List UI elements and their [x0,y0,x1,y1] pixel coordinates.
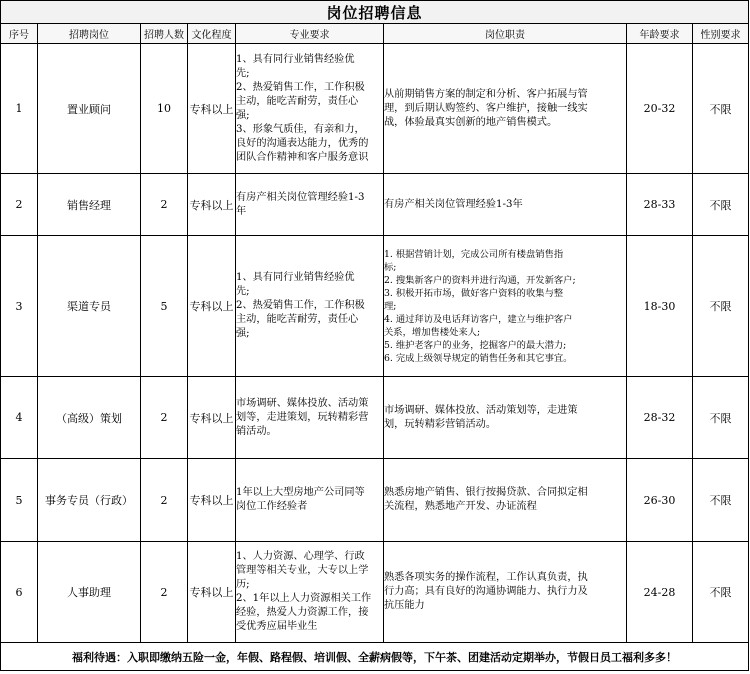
requirement-line: 历; [236,579,250,590]
gender-requirement: 不限 [693,542,749,643]
requirement-line: 划等，走进策划，玩转精彩营 [236,411,369,423]
duty-line: 有房产相关岗位管理经验1-3年 [384,198,523,210]
header-cell: 岗位职责 [384,24,627,44]
header-cell: 专业要求 [236,24,384,44]
duty-line: 标; [384,261,397,273]
row-number: 6 [1,542,38,643]
headcount: 2 [141,377,188,459]
table-row [1,377,749,459]
table-row [1,236,749,377]
requirement-line: 主动，能吃苦耐劳，责任心 [236,314,359,325]
requirement-line: 2、热爱销售工作，工作积极 [236,81,365,93]
duty-line: 行力高；具有良好的沟通协调能力、执行力及 [384,586,588,597]
table-row [1,174,749,236]
duties [384,174,627,236]
requirement-line: 1年以上大型房地产公司同等 [236,487,365,498]
header-cell: 文化程度 [188,24,236,44]
row-number: 2 [1,174,38,236]
duties [384,459,627,542]
duty-line: 2. 搜集新客户的资料并进行沟通，开发新客户; [384,274,576,286]
benefits-footer: 福利待遇：入职即缴纳五险一金，年假、路程假、培训假、全薪病假等，下午茶、团建活动定期举办，节假日员工福利多多！ [1,643,749,671]
requirement-line: 1、人力资源、心理学、行政 [236,551,365,562]
age-range: 18-30 [627,236,693,377]
duties [384,377,627,459]
duty-line: 战，体验最真实创新的地产销售模式。 [384,116,558,128]
headcount: 2 [141,542,188,643]
duty-line: 市场调研、媒体投放、活动策划等，走进策 [384,404,578,416]
education-level: 专科以上 [188,44,236,174]
duty-line: 5. 维护老客户的业务，挖掘客户的最大潜力; [384,339,567,351]
requirements [236,174,384,236]
duty-line: 理; [384,300,397,312]
age-range: 28-32 [627,377,693,459]
duties [384,44,627,174]
age-range: 20-32 [627,44,693,174]
duty-line: 4. 通过拜访及电话拜访客户，建立与维护客户 [384,313,573,325]
headcount: 5 [141,236,188,377]
header-cell: 性别要求 [693,24,749,44]
duties [384,236,627,377]
table-title: 岗位招聘信息 [1,1,749,24]
headcount: 10 [141,44,188,174]
requirement-line: 强; [236,328,250,339]
requirement-line: 先; [236,67,250,79]
duty-line: 关流程，熟悉地产开发、办证流程 [384,501,537,512]
requirement-line: 强; [236,109,250,121]
table-row [1,44,749,174]
gender-requirement: 不限 [693,174,749,236]
position-name: 渠道专员 [38,236,141,377]
header-row [1,24,749,44]
duty-line: 6. 完成上级领导规定的销售任务和其它事宜。 [384,352,573,364]
duty-line: 理，到后期认购签约、客户维护，接触一线实 [384,102,588,114]
duty-line: 关系，增加售楼处来人; [384,326,481,338]
requirement-line: 主动，能吃苦耐劳，责任心 [236,95,359,107]
table-row [1,459,749,542]
gender-requirement: 不限 [693,377,749,459]
table-row [1,542,749,643]
requirement-line: 有房产相关岗位管理经验1-3 [236,191,365,203]
row-number: 4 [1,377,38,459]
education-level: 专科以上 [188,236,236,377]
header-cell: 招聘岗位 [38,24,141,44]
requirements [236,459,384,542]
requirement-line: 团队合作精神和客户服务意识 [236,151,369,163]
requirements [236,236,384,377]
requirement-line: 1、具有同行业销售经验优 [236,53,355,65]
position-name: （高级）策划 [38,377,141,459]
duty-line: 3. 积极开拓市场，做好客户资料的收集与整 [384,287,564,299]
duties [384,542,627,643]
gender-requirement: 不限 [693,236,749,377]
education-level: 专科以上 [188,174,236,236]
requirement-line: 3、形象气质佳，有亲和力， [236,123,365,135]
age-range: 28-33 [627,174,693,236]
requirement-line: 管理等相关专业，大专以上学 [236,565,369,576]
header-cell: 年龄要求 [627,24,693,44]
requirement-line: 经验，热爱人力资源工作，接 [236,607,369,618]
header-cell: 招聘人数 [141,24,188,44]
requirement-line: 销活动。 [236,425,277,437]
duty-line: 从前期销售方案的制定和分析、客户拓展与管 [384,88,588,100]
position-name: 置业顾问 [38,44,141,174]
education-level: 专科以上 [188,459,236,542]
duty-line: 熟悉各项实务的操作流程，工作认真负责，执 [384,572,588,583]
requirements [236,542,384,643]
requirement-line: 岗位工作经验者 [236,501,308,512]
duty-line: 1. 根据营销计划，完成公司所有楼盘销售指 [384,248,564,260]
education-level: 专科以上 [188,542,236,643]
duty-line: 熟悉房地产销售、银行按揭贷款、合同拟定相 [384,487,588,498]
requirement-line: 2、热爱销售工作，工作积极 [236,300,365,311]
row-number: 1 [1,44,38,174]
gender-requirement: 不限 [693,44,749,174]
header-cell: 序号 [1,24,38,44]
education-level: 专科以上 [188,377,236,459]
requirement-line: 先; [236,286,250,297]
position-name: 事务专员（行政） [38,459,141,542]
position-name: 人事助理 [38,542,141,643]
age-range: 24-28 [627,542,693,643]
age-range: 26-30 [627,459,693,542]
requirement-line: 市场调研、媒体投放、活动策 [236,397,369,409]
requirements [236,44,384,174]
position-name: 销售经理 [38,174,141,236]
duty-line: 划，玩转精彩营销活动。 [384,418,497,430]
requirement-line: 1、具有同行业销售经验优 [236,272,355,283]
gender-requirement: 不限 [693,459,749,542]
headcount: 2 [141,459,188,542]
requirement-line: 良好的沟通表达能力，优秀的 [236,137,369,149]
requirement-line: 年 [236,205,247,217]
row-number: 5 [1,459,38,542]
headcount: 2 [141,174,188,236]
duty-line: 抗压能力 [384,600,425,611]
requirements [236,377,384,459]
requirement-line: 受优秀应届毕业生 [236,621,318,632]
requirement-line: 2、1年以上人力资源相关工作 [236,593,372,604]
row-number: 3 [1,236,38,377]
